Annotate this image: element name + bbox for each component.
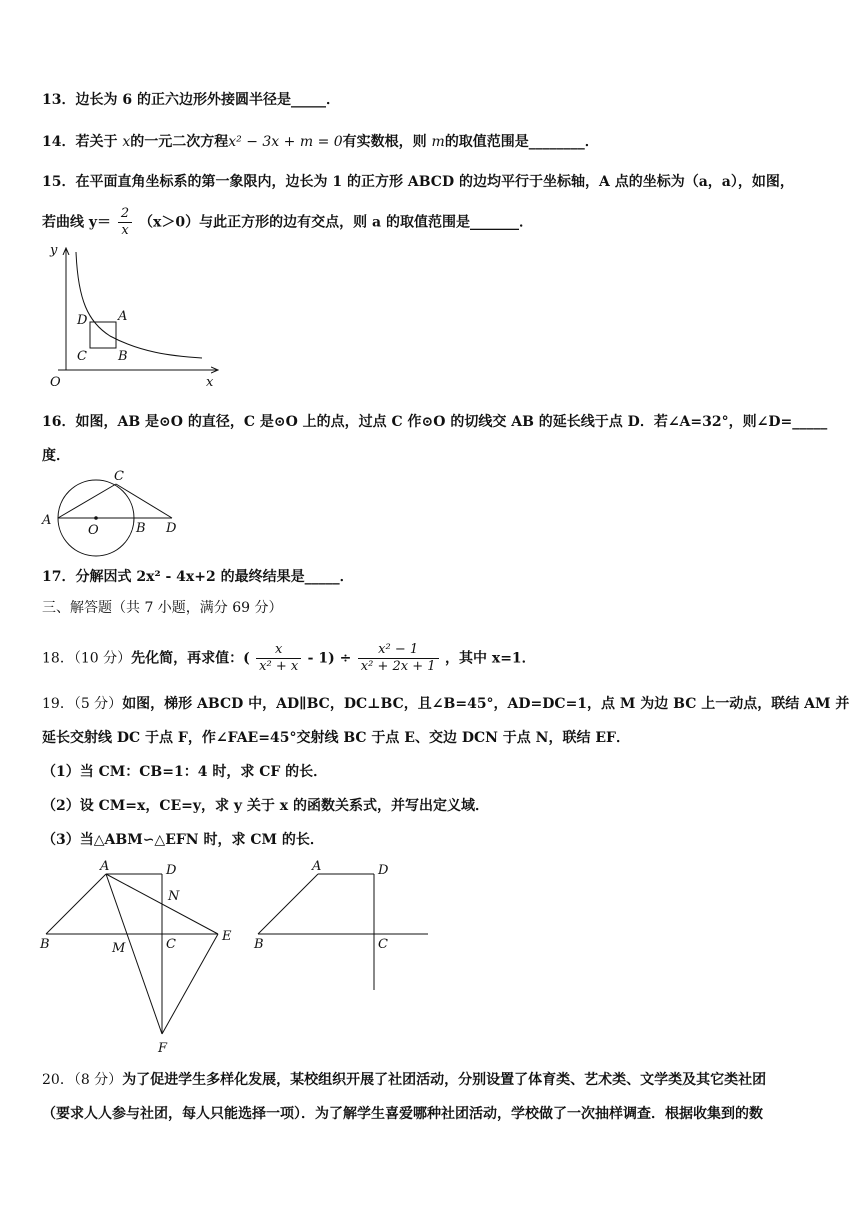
question-16-line-1 — [42, 412, 827, 432]
hyperbola-curve — [76, 252, 202, 358]
equation: x² − 3x + m = 0 — [228, 134, 343, 150]
fraction-numerator: x² − 1 — [358, 642, 439, 659]
question-20-line-1 — [42, 1070, 766, 1090]
question-text: 为了促进学生多样化发展，某校组织开展了社团活动，分别设置了体育类、艺术类、文学类及其它类社团 — [122, 1072, 767, 1088]
fraction-denominator: x² + 2x + 1 — [360, 659, 436, 674]
segment-ab — [46, 874, 106, 934]
question-text: 若曲线 y＝ — [42, 214, 112, 231]
square-abcd — [90, 322, 116, 348]
question-number: 14． — [42, 134, 76, 150]
label-d: D — [166, 521, 177, 536]
label-c: C — [77, 349, 87, 364]
question-score: （8 分） — [73, 1072, 123, 1088]
question-13 — [42, 90, 340, 110]
label-b: B — [40, 937, 50, 952]
label-n: N — [168, 889, 180, 904]
fraction-numerator: x — [256, 642, 301, 659]
question-19-line-2 — [42, 728, 630, 748]
question-text: 如图，梯形 ABCD 中，AD∥BC，DC⊥BC，且∠B=45°，AD=DC=1，点 M 为边 BC 上一动点，联结 AM 并 — [122, 696, 850, 712]
question-score: （5 分） — [73, 696, 123, 712]
question-15-line-2 — [42, 206, 533, 239]
variable-x: x — [122, 134, 131, 150]
label-d: D — [378, 863, 389, 878]
question-text: （x＞0）与此正方形的边有交点，则 a 的取值范围是_______． — [139, 214, 533, 231]
question-number: 18． — [42, 650, 74, 667]
label-f: F — [158, 1041, 168, 1056]
tangent-cd — [116, 484, 172, 518]
label-a: A — [312, 859, 322, 874]
label-m: M — [112, 941, 126, 956]
question-text: 先化简，再求值：( — [131, 650, 250, 667]
question-number: 17． — [42, 569, 76, 585]
question-text: 在平面直角坐标系的第一象限内，边长为 1 的正方形 ABCD 的边均平行于坐标轴，A 点的坐标为（a，a），如图， — [75, 174, 794, 190]
question-15-line-1 — [42, 172, 794, 192]
question-text: - 1) ÷ — [307, 650, 352, 667]
label-a: A — [42, 513, 52, 528]
label-c: C — [166, 937, 176, 952]
section-heading — [42, 598, 283, 618]
label-d: D — [77, 313, 88, 328]
question-text: 的一元二次方程 — [130, 134, 229, 150]
question-17 — [42, 567, 354, 587]
fraction-1 — [256, 642, 301, 675]
question-19-sub-3 — [42, 830, 324, 850]
label-e: E — [222, 929, 232, 944]
question-14 — [42, 132, 599, 152]
figure-circle-tangent — [40, 468, 190, 558]
fraction-numerator: 2 — [118, 206, 132, 223]
label-a: A — [118, 309, 128, 324]
sub-question-text: （3）当△ABM∽△EFN 时，求 CM 的长． — [42, 832, 324, 848]
question-text: 如图，AB 是⊙O 的直径，C 是⊙O 上的点，过点 C 作⊙O 的切线交 AB 的延长线于点 D．若∠A=32°，则∠D=_____ — [75, 414, 828, 430]
question-text: 若关于 — [75, 134, 118, 150]
question-text: 延长交射线 DC 于点 F，作∠FAE=45°交射线 BC 于点 E、交边 DCN 于点 N，联结 EF． — [42, 730, 630, 746]
fraction-2-over-x — [118, 206, 132, 239]
fraction-2 — [358, 642, 439, 675]
question-text: （要求人人参与社团，每人只能选择一项）．为了解学生喜爱哪种社团活动，学校做了一次抽样调查．根据收集到的数 — [42, 1106, 763, 1122]
center-point — [94, 516, 98, 520]
question-18 — [42, 642, 536, 675]
question-number: 15． — [42, 174, 76, 190]
label-c: C — [378, 937, 388, 952]
question-text: 边长为 6 的正六边形外接圆半径是_____． — [75, 92, 340, 108]
label-b: B — [118, 349, 128, 364]
variable-m: m — [431, 134, 445, 150]
figure-hyperbola-square — [40, 240, 230, 390]
question-19-sub-1 — [42, 762, 327, 782]
question-number: 19． — [42, 696, 74, 712]
question-text: 的取值范围是________． — [444, 134, 599, 150]
question-number: 20． — [42, 1072, 74, 1088]
label-y: y — [50, 243, 58, 258]
label-o: O — [88, 523, 99, 538]
figure-trapezoid-blank — [250, 858, 440, 998]
question-number: 13． — [42, 92, 76, 108]
question-19-line-1 — [42, 694, 849, 714]
label-d: D — [166, 863, 177, 878]
question-number: 16． — [42, 414, 76, 430]
question-text: ，其中 x=1． — [444, 650, 536, 667]
label-a: A — [100, 859, 110, 874]
fraction-denominator: x² + x — [259, 659, 299, 674]
label-o: O — [50, 375, 61, 390]
label-b: B — [254, 937, 264, 952]
question-text: 度． — [42, 448, 70, 464]
question-19-sub-2 — [42, 796, 489, 816]
sub-question-text: （1）当 CM：CB=1：4 时，求 CF 的长． — [42, 764, 328, 780]
label-b: B — [136, 521, 146, 536]
question-20-line-2 — [42, 1104, 763, 1124]
label-c: C — [114, 469, 124, 484]
label-x: x — [206, 375, 214, 390]
section-title: 三、解答题（共 7 小题，满分 69 分） — [42, 600, 283, 616]
sub-question-text: （2）设 CM=x，CE=y，求 y 关于 x 的函数关系式，并写出定义域． — [42, 798, 489, 814]
fraction-denominator: x — [121, 223, 129, 238]
chord-ac — [58, 484, 116, 518]
segment-ab — [258, 874, 318, 934]
figure-trapezoid-main — [38, 858, 248, 1058]
question-score: （10 分） — [73, 650, 132, 667]
question-16-line-2 — [42, 446, 70, 466]
question-text: 有实数根，则 — [342, 134, 427, 150]
question-text: 分解因式 2x² - 4x+2 的最终结果是_____． — [75, 569, 354, 585]
